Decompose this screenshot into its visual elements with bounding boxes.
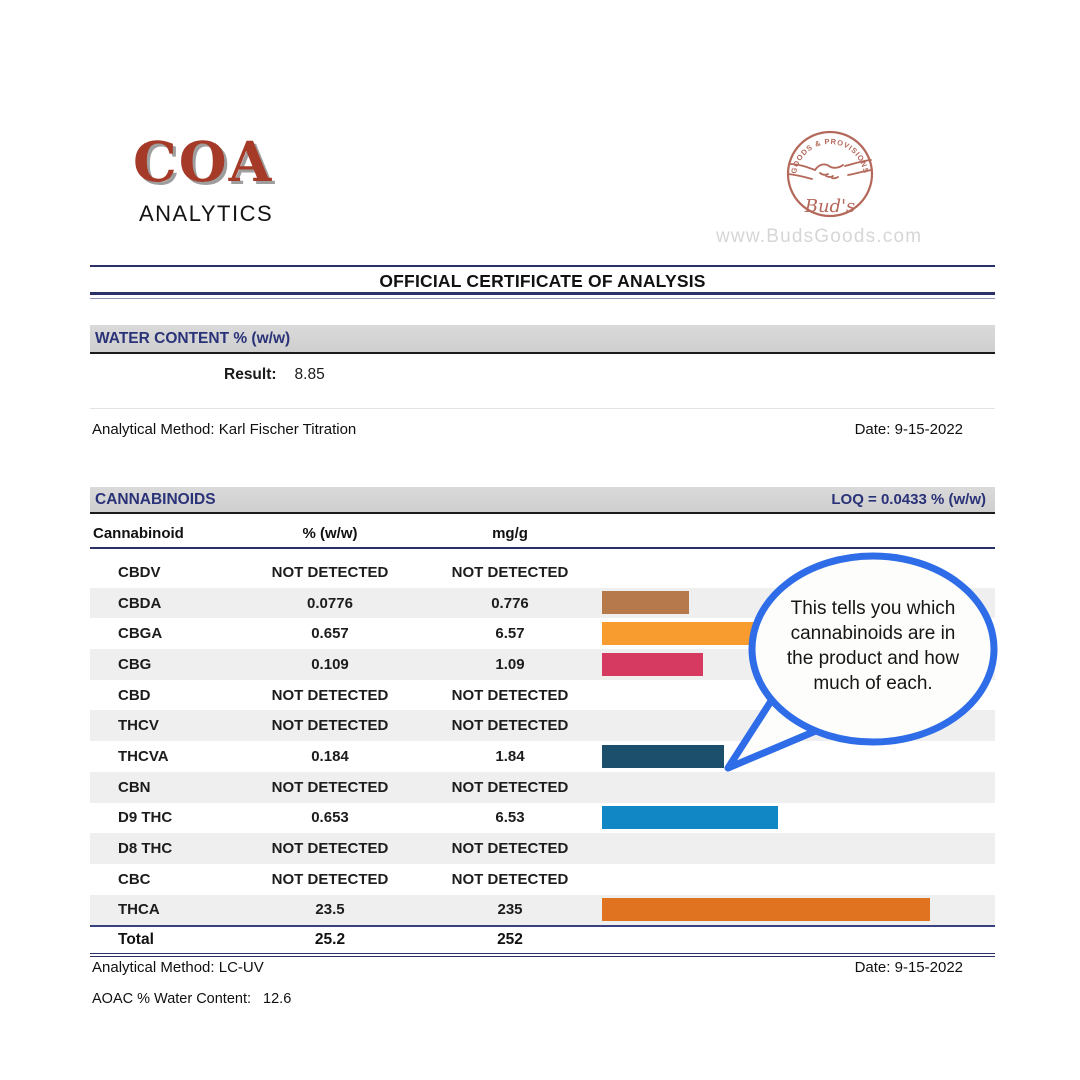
cell-cannabinoid: THCA (118, 901, 160, 919)
cell-pct: NOT DETECTED (271, 717, 389, 735)
aoac-water-content-row (92, 991, 291, 1007)
cell-cannabinoid: D8 THC (118, 840, 173, 858)
cannabinoids-section-header (90, 487, 995, 514)
aoac-value: 12.6 (263, 991, 292, 1007)
column-header-cannabinoid: Cannabinoid (93, 524, 184, 542)
cell-pct: NOT DETECTED (271, 686, 389, 704)
cannabinoid-method-text: Analytical Method: LC-UV (92, 959, 264, 976)
column-header-mgg: mg/g (492, 524, 528, 542)
vendor-script-name: Bud's (804, 196, 856, 217)
result-label: Result: (224, 366, 277, 383)
cell-pct: NOT DETECTED (271, 563, 389, 581)
result-value: 8.85 (294, 366, 325, 383)
cannabinoid-date-text: Date: 9-15-2022 (854, 959, 963, 976)
cell-mgg: 6.57 (495, 625, 525, 643)
cell-cannabinoid: CBGA (118, 625, 163, 643)
cell-mgg: NOT DETECTED (451, 870, 569, 888)
cell-mgg: NOT DETECTED (451, 840, 569, 858)
water-content-section-header (90, 325, 995, 354)
vendor-arc-text: GOODS & PROVISIONS (789, 136, 871, 175)
cell-pct: 0.0776 (307, 594, 353, 612)
cell-cannabinoid: CBDA (118, 594, 162, 612)
cell-pct: NOT DETECTED (271, 840, 389, 858)
cannabinoids-header-label: CANNABINOIDS (95, 490, 216, 508)
cell-cannabinoid: D9 THC (118, 809, 173, 827)
table-row (90, 895, 995, 926)
water-result-row (224, 366, 325, 384)
cell-cannabinoid: CBG (118, 655, 152, 673)
cell-pct: NOT DETECTED (271, 778, 389, 796)
total-label: Total (118, 931, 154, 948)
cell-mgg: NOT DETECTED (451, 686, 569, 704)
title-rule-bottom (90, 292, 995, 299)
column-header-pct: % (w/w) (302, 524, 358, 542)
cell-mgg: NOT DETECTED (451, 563, 569, 581)
total-mgg: 252 (497, 931, 523, 948)
cell-mgg: NOT DETECTED (451, 717, 569, 735)
cell-mgg: 235 (497, 901, 523, 919)
cell-pct: 23.5 (315, 901, 345, 919)
cell-pct: 0.109 (311, 655, 349, 673)
cell-cannabinoid: CBC (118, 870, 151, 888)
coa-lab-logo: COA (133, 129, 274, 194)
cell-cannabinoid: THCV (118, 717, 159, 735)
divider-line (90, 408, 995, 409)
cell-pct: NOT DETECTED (271, 870, 389, 888)
aoac-label: AOAC % Water Content: (92, 991, 252, 1007)
cell-cannabinoid: CBDV (118, 563, 161, 581)
cell-pct: 0.657 (311, 625, 349, 643)
vendor-website: www.BudsGoods.com (716, 226, 923, 247)
total-row (90, 925, 995, 957)
cannabinoid-meta-row (92, 959, 993, 976)
cell-cannabinoid: CBN (118, 778, 151, 796)
cell-mgg: 0.776 (491, 594, 529, 612)
table-row (90, 803, 995, 834)
cell-pct: 0.653 (311, 809, 349, 827)
cell-cannabinoid: THCVA (118, 747, 169, 765)
table-row (90, 864, 995, 895)
total-pct: 25.2 (314, 931, 346, 948)
buds-goods-logo (773, 122, 887, 226)
coa-lab-logo-subtext: ANALYTICS (139, 201, 274, 226)
cell-cannabinoid: CBD (118, 686, 151, 704)
page-title: OFFICIAL CERTIFICATE OF ANALYSIS (379, 271, 706, 291)
cell-mgg: 6.53 (495, 809, 525, 827)
cell-pct: 0.184 (311, 747, 349, 765)
cell-mgg: 1.84 (495, 747, 525, 765)
loq-text: LOQ = 0.0433 % (w/w) (831, 491, 986, 508)
water-meta-row (92, 421, 993, 438)
concentration-bar (602, 806, 778, 829)
water-content-header-label: WATER CONTENT % (w/w) (95, 329, 291, 347)
callout-text: This tells you which cannabinoids are in the product and how much of each. (786, 598, 960, 694)
concentration-bar (602, 898, 930, 921)
cell-mgg: NOT DETECTED (451, 778, 569, 796)
title-rule-top (90, 265, 995, 267)
table-row (90, 833, 995, 864)
water-method-text: Analytical Method: Karl Fischer Titration (92, 421, 357, 438)
water-date-text: Date: 9-15-2022 (854, 421, 963, 438)
cell-mgg: 1.09 (495, 655, 525, 673)
